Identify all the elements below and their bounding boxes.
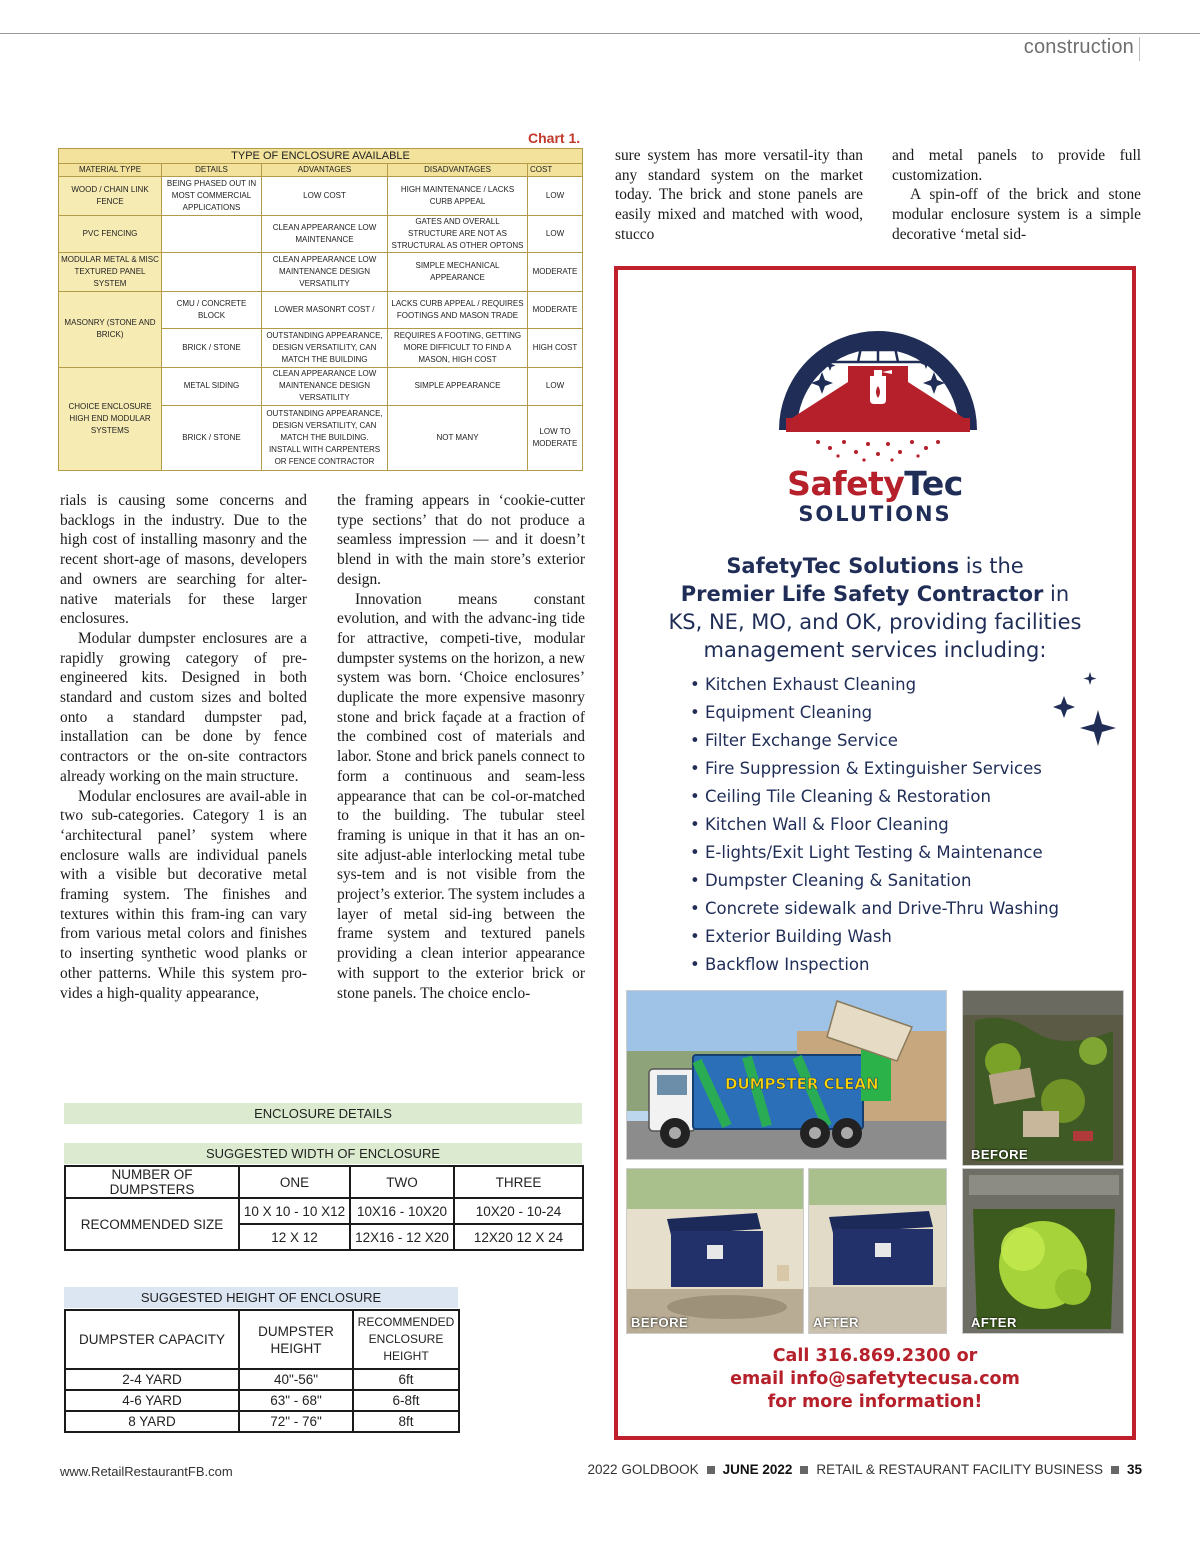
paragraph: Modular enclosures are avail-able in two sub-categories. Category 1 is an ‘architectural panel’ system where enclosure walls are individual panels with a visible but decorative metal framing system. The finishes and textures within this fram-ing can vary from various metal colors and finishes to inserting synthetic wood planks or other patterns. While this system pro-vides a high-quality appearance, [60,787,307,1002]
article-column-3 [615,146,863,245]
list-item: • Filter Exchange Service [690,731,898,750]
dumpster-before-illustration [627,1169,804,1334]
brand-name-part2: Tec [904,464,963,503]
table-row [59,367,583,405]
cell-cost: LOW [528,367,583,405]
page-number: 35 [1126,1462,1142,1477]
cell-details: BRICK / STONE [162,406,262,471]
paragraph: the framing appears in ‘cookie-cutter type sections’ that do not produce a seamless impression — and it doesn’t blend in with the main store’s exterior design. [337,492,585,588]
article-column-1 [60,491,307,1003]
width-table [64,1165,584,1251]
headline-text: is the [959,554,1024,578]
column-header: ONE [239,1166,350,1198]
truck-text: DUMPSTER CLEAN [725,1075,879,1093]
height-table-title: SUGGESTED HEIGHT OF ENCLOSURE [64,1287,458,1308]
paragraph: Modular dumpster enclosures are a rapidly growing category of pre-engineered kits. Designed in both standard and custom sizes and bolted onto a standard dumpster pad, installation can be done by fence contractors or the on-site contractors already working on the main structure. [60,629,307,785]
cta-text: for more information! [767,1392,983,1412]
size-cell: 10X16 - 10X20 [350,1198,454,1224]
cell-disadvantages: HIGH MAINTENANCE / LACKS CURB APPEAL [388,177,528,215]
cell-disadvantages: NOT MANY [388,406,528,471]
after-label: AFTER [813,1315,859,1330]
cta-email: email info@safetytecusa.com [730,1369,1020,1389]
cell-cost: MODERATE [528,253,583,291]
enclosure-height-cell: 8ft [353,1411,459,1432]
cell-material: WOOD / CHAIN LINK FENCE [59,177,162,215]
size-cell: 12 X 12 [239,1224,350,1250]
dumpster-interior-illustration [963,991,1124,1166]
size-cell: 10X20 - 10-24 [454,1198,583,1224]
cell-material: MASONRY (STONE AND BRICK) [59,291,162,367]
table-row [59,215,583,252]
list-item: • Dumpster Cleaning & Sanitation [690,871,972,890]
footer-goldbook: 2022 GOLDBOOK [587,1462,699,1477]
footer-info [588,1462,1142,1477]
capacity-cell: 2-4 YARD [65,1369,239,1390]
capacity-cell: 4-6 YARD [65,1390,239,1411]
list-item: • Kitchen Exhaust Cleaning [690,675,917,694]
dirty-dumpster-photo [962,990,1124,1166]
article-column-2 [337,491,585,1003]
table-row [59,291,583,328]
brand-subtitle: SOLUTIONS [798,502,952,526]
row-label: NUMBER OF DUMPSTERS [65,1166,239,1198]
enclosure-details-title: ENCLOSURE DETAILS [64,1103,582,1124]
paragraph: A spin-off of the brick and stone modular enclosure system is a simple decorative ‘metal sid- [892,186,1141,243]
headline-company: SafetyTec Solutions [726,554,960,578]
size-cell: 10 X 10 - 10 X12 [239,1198,350,1224]
enclosure-height-cell: 6-8ft [353,1390,459,1411]
column-header: DISADVANTAGES [388,164,528,177]
truck-illustration [627,991,947,1160]
brand-name [618,466,1132,502]
enclosure-types-table [58,148,583,471]
footer-issue: JUNE 2022 [722,1462,793,1477]
cell-cost: HIGH COST [528,329,583,367]
brand-name-part1: Safety [787,464,905,503]
before-label: BEFORE [971,1147,1029,1162]
cell-advantages: CLEAN APPEARANCE LOW MAINTENANCE DESIGN VERSATILITY [262,367,388,405]
cell-advantages: CLEAN APPEARANCE LOW MAINTENANCE DESIGN VERSATILITY [262,253,388,291]
cell-disadvantages: SIMPLE APPEARANCE [388,367,528,405]
ad-headline [618,552,1132,664]
footer-publication: RETAIL & RESTAURANT FACILITY BUSINESS [816,1462,1103,1477]
cell-material: PVC FENCING [59,215,162,252]
cell-cost: LOW TO MODERATE [528,406,583,471]
cell-advantages: OUTSTANDING APPEARANCE, DESIGN VERSATILITY, CAN MATCH THE BUILDING [262,329,388,367]
list-item: • E-lights/Exit Light Testing & Maintenance [690,843,1043,862]
paragraph: and metal panels to provide full customization. [892,147,1141,184]
table-row [59,253,583,291]
list-item: • Ceiling Tile Cleaning & Restoration [690,787,991,806]
list-item: • Exterior Building Wash [690,927,892,946]
column-header: ADVANTAGES [262,164,388,177]
size-cell: 12X20 12 X 24 [454,1224,583,1250]
height-table [64,1309,460,1433]
table-row [65,1369,459,1390]
safetytec-advertisement [614,266,1136,1440]
cell-cost: LOW [528,215,583,252]
dumpster-height-cell: 63" - 68" [239,1390,353,1411]
sparkle-icon [1042,670,1122,760]
dumpster-after-illustration [809,1169,947,1334]
clean-dumpster-photo [962,1168,1124,1334]
list-item: • Kitchen Wall & Floor Cleaning [690,815,949,834]
cell-disadvantages: GATES AND OVERALL STRUCTURE ARE NOT AS STRUCTURAL AS OTHER OPTONS [388,215,528,252]
cell-material: MODULAR METAL & MISC TEXTURED PANEL SYSTEM [59,253,162,291]
cell-details: CMU / CONCRETE BLOCK [162,291,262,328]
enclosure-height-cell: 6ft [353,1369,459,1390]
row-label: RECOMMENDED SIZE [65,1198,239,1250]
dumpster-height-cell: 40"-56" [239,1369,353,1390]
column-header: THREE [454,1166,583,1198]
cell-details [162,253,262,291]
square-bullet-icon [800,1466,808,1474]
article-column-4 [892,146,1141,245]
top-rule [0,33,1200,34]
width-table-title: SUGGESTED WIDTH OF ENCLOSURE [64,1143,582,1164]
truck-photo [626,990,947,1160]
paragraph: rials is causing some concerns and backlogs in the industry. Due to the high cost of installing masonry and the recent short-age of masons, developers and owners are searching for alter-native materials for these larger enclosures. [60,492,307,628]
headline-text: in [1043,582,1070,606]
cell-advantages: CLEAN APPEARANCE LOW MAINTENANCE [262,215,388,252]
cell-disadvantages: SIMPLE MECHANICAL APPEARANCE [388,253,528,291]
cell-details: BRICK / STONE [162,329,262,367]
column-header: DUMPSTER CAPACITY [65,1310,239,1369]
services-list [690,671,1059,979]
table-row [65,1198,583,1224]
cell-advantages: OUTSTANDING APPEARANCE, DESIGN VERSATILITY, CAN MATCH THE BUILDING. INSTALL WITH CARPENTERS OR FENCE CONTRACTOR [262,406,388,471]
table-row [59,177,583,215]
paragraph: sure system has more versatil-ity than any standard system on the market today. The brick and stone panels are easily mixed and matched with wood, stucco [615,147,863,243]
section-divider [1139,37,1140,61]
square-bullet-icon [707,1466,715,1474]
before-label: BEFORE [631,1315,689,1330]
after-label: AFTER [971,1315,1017,1330]
paragraph: Innovation means constant evolution, and with the advanc-ing tide for attractive, competi-tive, modular dumpster systems on the horizon, a new system was born. ‘Choice enclosures’ duplicate the more expensive masonry stone and brick façade at a fraction of the combined cost of materials and labor. Stone and brick panels connect to form a continuous and seam-less appearance that can be col-or-matched to the building. The tubular steel framing is unique in that it has an on-site adjust-able interlocking metal tube sys-tem and is not visible from the project’s exterior. The system includes a layer of metal sid-ing between the frame system and textured panels providing a clean interior appearance with support to the exterior brick or stone panels. The choice enclo- [337,590,585,1002]
headline-emphasis: Premier Life Safety Contractor [680,582,1044,606]
table-row [65,1411,459,1432]
cell-details [162,215,262,252]
size-cell: 12X16 - 12 X20 [350,1224,454,1250]
call-to-action [618,1345,1132,1414]
cell-material: CHOICE ENCLOSURE HIGH END MODULAR SYSTEMS [59,367,162,470]
table-row [65,1166,583,1198]
cell-disadvantages: LACKS CURB APPEAL / REQUIRES FOOTINGS AND MASON TRADE [388,291,528,328]
list-item: • Backflow Inspection [690,955,870,974]
cell-advantages: LOWER MASONRT COST / [262,291,388,328]
cta-phone: Call 316.869.2300 or [772,1346,978,1366]
column-header: RECOMMENDED ENCLOSURE HEIGHT [353,1310,459,1369]
cell-advantages: LOW COST [262,177,388,215]
table-title: TYPE OF ENCLOSURE AVAILABLE [59,149,583,164]
column-header: MATERIAL TYPE [59,164,162,177]
table-row [65,1390,459,1411]
column-header: TWO [350,1166,454,1198]
square-bullet-icon [1111,1466,1119,1474]
headline-text: KS, NE, MO, and OK, providing facilities management services including: [668,610,1082,662]
list-item: • Fire Suppression & Extinguisher Services [690,759,1042,778]
dumpster-after-photo [808,1168,947,1334]
section-label: construction [1023,36,1134,58]
cell-details: METAL SIDING [162,367,262,405]
list-item: • Concrete sidewalk and Drive-Thru Washing [690,899,1060,918]
footer-url: www.RetailRestaurantFB.com [60,1464,233,1479]
clean-interior-illustration [963,1169,1124,1334]
list-item: • Equipment Cleaning [690,703,873,722]
column-header: DETAILS [162,164,262,177]
capacity-cell: 8 YARD [65,1411,239,1432]
column-header: DUMPSTER HEIGHT [239,1310,353,1369]
cell-disadvantages: REQUIRES A FOOTING, GETTING MORE DIFFICULT TO FIND A MASON, HIGH COST [388,329,528,367]
dumpster-before-photo [626,1168,804,1334]
safetytec-logo-icon [778,300,978,466]
cell-cost: LOW [528,177,583,215]
chart-label: Chart 1. [528,130,581,146]
column-header: COST [528,164,583,177]
cell-details: BEING PHASED OUT IN MOST COMMERCIAL APPLICATIONS [162,177,262,215]
dumpster-height-cell: 72" - 76" [239,1411,353,1432]
cell-cost: MODERATE [528,291,583,328]
table-row [65,1310,459,1369]
